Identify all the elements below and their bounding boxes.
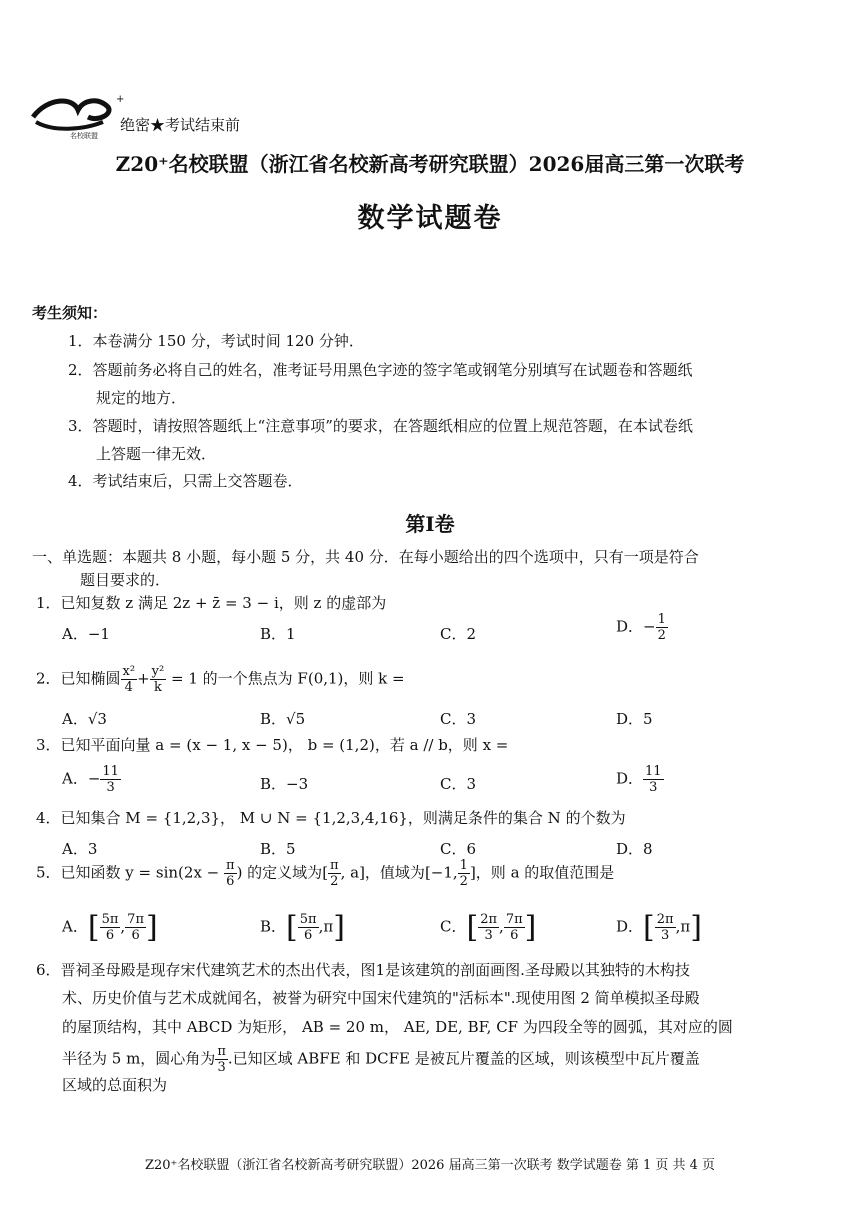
q6-angle-num: π bbox=[217, 1044, 226, 1059]
notice-item: 4．考试结束后，只需上交答题卷． bbox=[68, 472, 303, 490]
q4-option-c: C．6 bbox=[440, 840, 477, 858]
q5-option-c: C．[ $\frac{2\pi}{3}$ , $\frac{7\pi}{6}$ ] bbox=[440, 909, 537, 945]
q5-option-d: D．[ $\frac{2\pi}{3}$ ,π] bbox=[616, 909, 702, 945]
page-title: Z20⁺名校联盟（浙江省名校新高考研究联盟）2026届高三第一次联考 bbox=[115, 152, 745, 176]
question-3-stem: 3．已知平面向量 a = (x − 1, x − 5)， b = (1,2)，若 a // b，则 x = bbox=[36, 736, 509, 754]
question-6-line: 区域的总面积为 bbox=[62, 1076, 168, 1094]
q5-ran-den: 2 bbox=[459, 874, 468, 889]
q3-a-prefix: A．− bbox=[62, 769, 101, 788]
q5-ran-head: [−1, bbox=[424, 863, 458, 882]
notice-item: 1．本卷满分 150 分，考试时间 120 分钟． bbox=[68, 332, 364, 350]
q5-a-label: A． bbox=[62, 917, 88, 936]
q2-four: 4 bbox=[124, 680, 133, 695]
q2-x2: x² bbox=[122, 664, 136, 679]
q5-dom-num: π bbox=[330, 858, 339, 873]
q5-a1d: 6 bbox=[105, 928, 115, 943]
q2-stem-b: = 1 的一个焦点为 F(0,1)，则 k = bbox=[171, 669, 405, 688]
q3-d-prefix: D． bbox=[616, 769, 644, 788]
q1-option-a: A．−1 bbox=[62, 625, 110, 643]
q5-stem-b: ) 的定义域为 bbox=[236, 863, 323, 882]
q1-d-den: 2 bbox=[657, 628, 666, 643]
notice-item: 3．答题时，请按照答题纸上“注意事项”的要求，在答题纸相应的位置上规范答题，在本试卷纸 bbox=[68, 417, 693, 435]
q5-six: 6 bbox=[226, 874, 235, 889]
question-5-stem: 5．已知函数 y = sin(2x − $\frac{\pi}{6}$ ) 的定义域为[ $\frac{\pi}{2}$ , a]，值域为[−1, $\frac{1}{2}$ ]，则 a 的取值范围是 bbox=[36, 858, 615, 889]
q4-option-b: B．5 bbox=[260, 840, 296, 858]
q6-angle-den: 3 bbox=[217, 1060, 226, 1075]
q5-pi: π bbox=[226, 858, 235, 873]
page-footer: Z20⁺名校联盟（浙江省名校新高考研究联盟）2026 届高三第一次联考 数学试题卷 第 1 页 共 4 页 bbox=[144, 1158, 716, 1173]
q2-y2: y² bbox=[151, 664, 165, 679]
q3-a-den: 3 bbox=[106, 780, 115, 795]
q1-d-prefix: D．− bbox=[616, 617, 656, 636]
q5-d1n: 2π bbox=[656, 912, 674, 927]
q5-a1n: 5π bbox=[101, 912, 119, 927]
q2-option-d: D．5 bbox=[616, 710, 653, 728]
q1-d-num: 1 bbox=[657, 612, 666, 627]
question-6-line bbox=[62, 1044, 700, 1075]
q5-option-b: B．[ $\frac{5\pi}{6}$ ,π] bbox=[260, 909, 345, 945]
svg-text:+: + bbox=[116, 94, 125, 105]
q5-b-label: B． bbox=[260, 917, 287, 936]
q5-b1d: 6 bbox=[304, 928, 313, 943]
q5-c2d: 6 bbox=[510, 928, 519, 943]
q2-k: k bbox=[154, 680, 162, 695]
q5-d-label: D． bbox=[616, 917, 644, 936]
q3-option-b: B．−3 bbox=[260, 775, 309, 793]
q5-c1d: 3 bbox=[484, 928, 493, 943]
q5-stem-a: 5．已知函数 y = sin(2x − bbox=[36, 863, 225, 882]
section-intro: 题目要求的． bbox=[80, 571, 171, 589]
q6-line4b: .已知区域 ABFE 和 DCFE 是被瓦片覆盖的区域，则该模型中瓦片覆盖 bbox=[227, 1049, 700, 1068]
q6-line4a: 半径为 5 m，圆心角为 bbox=[62, 1049, 216, 1068]
notice-heading: 考生须知： bbox=[32, 304, 108, 322]
notice-item: 规定的地方． bbox=[96, 389, 187, 407]
q5-c1n: 2π bbox=[480, 912, 498, 927]
question-1-stem: 1．已知复数 z 满足 2z + z̄ = 3 − i，则 z 的虚部为 bbox=[36, 594, 387, 612]
question-6-line: 术、历史价值与艺术成就闻名，被誉为研究中国宋代建筑的"活标本".现使用图 2 简单模拟圣母殿 bbox=[62, 989, 700, 1007]
q5-ran-num: 1 bbox=[459, 858, 468, 873]
q3-d-num: 11 bbox=[645, 764, 662, 779]
q2-stem-a: 2．已知椭圆 bbox=[36, 669, 121, 688]
section-intro: 一、单选题：本题共 8 小题，每小题 5 分，共 40 分．在每小题给出的四个选项中，只有一项是符合 bbox=[32, 548, 699, 566]
q5-d-tail: ,π bbox=[675, 917, 691, 936]
q3-d-den: 3 bbox=[649, 780, 658, 795]
q5-b-tail: ,π bbox=[318, 917, 334, 936]
section-title: 第Ⅰ卷 bbox=[405, 512, 455, 536]
question-6-line: 的屋顶结构，其中 ABCD 为矩形， AB = 20 m， AE, DE, BF, CF 为四段全等的圆弧，其对应的圆 bbox=[62, 1018, 733, 1036]
q3-a-num: 11 bbox=[102, 764, 119, 779]
notice-item: 2．答题前务必将自己的姓名，准考证号用黑色字迹的签字笔或钢笔分别填写在试题卷和答题纸 bbox=[68, 361, 693, 379]
q5-dom-tail: , a]，值域为 bbox=[340, 863, 425, 882]
q1-option-b: B．1 bbox=[260, 625, 296, 643]
logo-text: 名校联盟 bbox=[70, 132, 98, 140]
q5-c-label: C． bbox=[440, 917, 467, 936]
question-4-stem: 4．已知集合 M = {1,2,3}， M ∪ N = {1,2,3,4,16}，则满足条件的集合 N 的个数为 bbox=[36, 809, 626, 827]
notice-item: 上答题一律无效． bbox=[96, 445, 217, 463]
q4-option-d: D．8 bbox=[616, 840, 653, 858]
q5-a2n: 7π bbox=[127, 912, 144, 927]
q3-option-d bbox=[616, 764, 664, 795]
secret-label: 绝密★考试结束前 bbox=[120, 116, 241, 134]
q5-dom-den: 2 bbox=[330, 874, 339, 889]
q2-option-b: B．√5 bbox=[260, 710, 306, 728]
q2-option-a: A．√3 bbox=[62, 710, 107, 728]
page-subtitle: 数学试题卷 bbox=[357, 203, 503, 234]
q5-d1d: 3 bbox=[661, 928, 670, 943]
question-2-stem: 2．已知椭圆 $\frac{\text{x²}}{4}$ + $\frac{\text{y²}}{k}$ = 1 的一个焦点为 F(0,1)，则 k = bbox=[36, 664, 405, 695]
q5-option-a: A．[ $\frac{5\pi}{6}$ , $\frac{7\pi}{6}$ ] bbox=[62, 909, 158, 945]
q5-stem-c: ]，则 a 的取值范围是 bbox=[469, 863, 615, 882]
question-6-line: 6．晋祠圣母殿是现存宋代建筑艺术的杰出代表，图1是该建筑的剖面画图.圣母殿以其独特的木构技 bbox=[36, 961, 690, 979]
q3-option-c: C．3 bbox=[440, 775, 477, 793]
q5-c2n: 7π bbox=[505, 912, 523, 927]
q1-option-c: C．2 bbox=[440, 625, 477, 643]
q1-option-d bbox=[616, 612, 668, 643]
q3-option-a bbox=[62, 764, 121, 795]
q4-option-a: A．3 bbox=[62, 840, 98, 858]
q5-b1n: 5π bbox=[299, 912, 317, 927]
q2-option-c: C．3 bbox=[440, 710, 477, 728]
q5-a2d: 6 bbox=[131, 928, 140, 943]
